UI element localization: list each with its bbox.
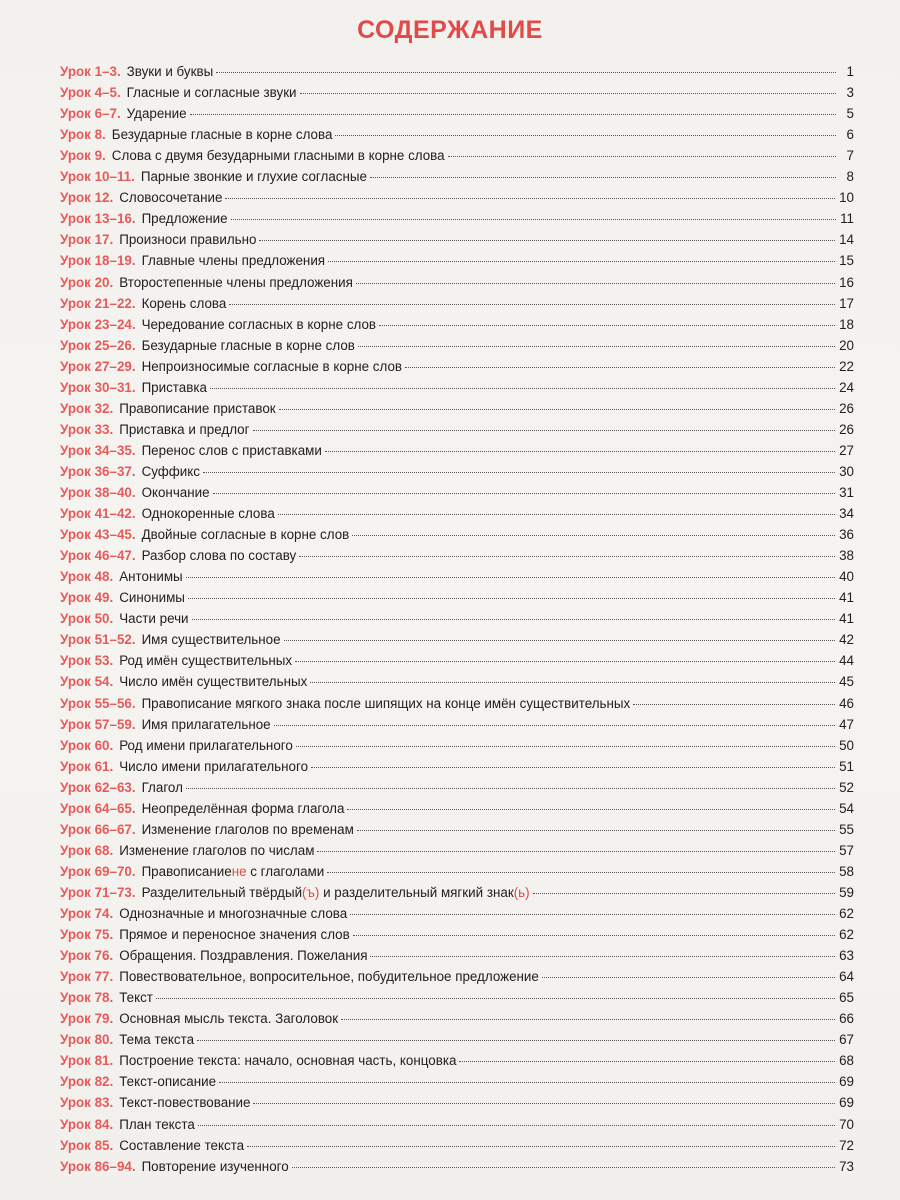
dot-leader [192,619,836,620]
toc-entry [60,967,854,987]
dot-leader [327,872,835,873]
dot-leader [300,93,836,94]
lesson-topic: Второстепенные члены предложения [119,274,353,290]
lesson-number: Урок 74. [60,906,114,921]
lesson-number: Урок 43–45. [60,527,136,543]
dot-leader [219,1082,835,1083]
dot-leader [350,914,835,915]
lesson-topic: Глагол [141,779,183,795]
lesson-number: Урок 71–73. [60,884,136,900]
toc-entry [60,209,854,229]
toc-entry [60,167,854,187]
lesson-topic: Антонимы [119,569,183,585]
page-number: 51 [839,758,854,774]
toc-entry [60,1009,854,1029]
lesson-topic: Изменение глаголов по числам [119,842,315,858]
page-number: 41 [839,611,854,627]
lesson-topic: Предложение [141,211,228,227]
dot-leader [299,556,835,557]
page-number: 59 [839,884,854,900]
page-number: 52 [839,779,854,795]
toc-entry [60,483,854,503]
dot-leader [278,514,835,515]
lesson-number: Урок 38–40. [60,485,136,500]
lesson-number: Урок 54. [60,674,114,690]
lesson-number: Урок 50. [60,611,114,627]
dot-leader [542,977,835,978]
dot-leader [335,135,836,136]
lesson-number: Урок 51–52. [60,632,136,648]
toc-entry [60,841,854,861]
dot-leader [310,682,835,683]
toc-entry [60,757,854,777]
lesson-topic: Неопределённая форма глагола [141,800,345,816]
toc-entry [60,862,854,882]
page-number: 10 [839,190,854,206]
topic-text: Правописание [141,863,232,879]
toc-entry [60,188,854,208]
toc-entry [60,736,854,756]
lesson-number: Урок 84. [60,1116,114,1132]
page-number: 18 [839,316,854,332]
toc-entry [60,146,854,166]
dot-leader [190,114,836,115]
page-number: 3 [846,85,854,101]
dot-leader [357,830,835,831]
lesson-topic: Безударные гласные в корне слов [141,337,355,353]
dot-leader [253,1103,835,1104]
page-number: 26 [839,400,854,416]
lesson-number: Урок 49. [60,590,114,606]
lesson-number: Урок 61. [60,758,114,774]
lesson-number: Урок 9. [60,148,106,164]
page-number: 11 [840,211,854,227]
page-number: 27 [839,442,854,458]
page-number: 45 [839,674,854,690]
dot-leader [328,261,835,262]
toc-entry [60,799,854,819]
lesson-topic: Род имени прилагательного [119,737,293,753]
lesson-number: Урок 68. [60,842,114,858]
page-number: 57 [839,842,854,858]
lesson-number: Урок 33. [60,421,114,437]
lesson-number: Урок 69–70. [60,863,136,879]
dot-leader [379,325,835,326]
page-number: 40 [839,569,854,585]
lesson-number: Урок 81. [60,1053,114,1069]
lesson-topic: План текста [119,1116,195,1132]
lesson-topic: Род имён существительных [119,653,293,669]
lesson-number: Урок 32. [60,400,114,416]
dot-leader [311,767,835,768]
lesson-topic: Текст-повествование [119,1095,251,1111]
lesson-topic: Число имени прилагательного [119,758,309,774]
toc-entry [60,378,854,398]
dot-leader [186,577,835,578]
lesson-topic [142,883,530,903]
page-number: 26 [839,421,854,437]
dot-leader [225,198,835,199]
lesson-topic: Правописание мягкого знака после шипящих на конце имён существительных [141,695,631,711]
toc-entry [60,1030,854,1050]
lesson-number: Урок 25–26. [60,337,136,353]
lesson-number: Урок 83. [60,1095,114,1111]
page-title: СОДЕРЖАНИЕ [357,16,543,44]
page-number: 15 [839,253,854,269]
lesson-topic: Звуки и буквы [126,64,214,79]
lesson-topic: Повествовательное, вопросительное, побудительное предложение [119,969,539,985]
dot-leader [284,640,836,641]
lesson-number: Урок 60. [60,737,114,753]
lesson-number: Урок 20. [60,274,114,290]
topic-text: и разделительный мягкий знак [319,884,514,900]
dot-leader [405,367,835,368]
toc-entry [60,294,854,314]
page-number: 41 [839,590,854,606]
page-number: 65 [839,990,854,1006]
lesson-topic: Тема текста [119,1032,195,1048]
toc-entry [60,125,854,145]
page-number: 67 [839,1032,854,1048]
page-number: 38 [839,548,854,564]
dot-leader [279,409,835,410]
dot-leader [370,177,836,178]
dot-leader [216,72,836,73]
toc-entry [60,83,854,103]
lesson-topic: Имя существительное [141,632,281,648]
toc-entry [60,104,854,124]
toc-entry [60,588,854,608]
lesson-number: Урок 17. [60,232,114,248]
toc-entry [60,630,854,650]
page-number: 54 [839,800,854,816]
lesson-topic: Безударные гласные в корне слова [111,127,333,143]
lesson-topic: Синонимы [119,590,185,606]
toc-entry [60,904,854,924]
toc-entry [60,715,854,735]
lesson-topic: Правописание приставок [119,400,276,416]
toc-entry [60,946,854,966]
lesson-topic: Разбор слова по составу [141,548,297,564]
lesson-number: Урок 8. [60,127,106,143]
lesson-topic: Однокоренные слова [141,506,275,522]
toc-entry [60,1157,854,1177]
lesson-topic: Части речи [119,611,189,627]
lesson-number: Урок 23–24. [60,316,136,332]
toc-entry [60,441,854,461]
dot-leader [533,893,836,894]
page-number: 5 [846,106,854,122]
page-number: 62 [839,906,854,921]
lesson-number: Урок 1–3. [60,64,121,79]
page-number: 62 [839,927,854,943]
page-number: 58 [839,863,854,879]
dot-leader [186,788,835,789]
dot-leader [325,451,835,452]
lesson-topic: Приставка [141,379,207,395]
toc-entry [60,399,854,419]
page-number: 20 [839,337,854,353]
dot-leader [253,430,836,431]
dot-leader [203,472,835,473]
page-number: 63 [839,948,854,964]
toc-entry [60,420,854,440]
lesson-number: Урок 82. [60,1074,114,1090]
toc-entry [60,883,854,903]
dot-leader [370,956,835,957]
toc-entry [60,609,854,629]
lesson-topic: Гласные и согласные звуки [126,85,297,101]
page-number: 16 [839,274,854,290]
lesson-number: Урок 48. [60,569,114,585]
toc-entry [60,925,854,945]
toc-entry [60,546,854,566]
lesson-number: Урок 77. [60,969,114,985]
toc-entry [60,651,854,671]
toc-entry [60,1051,854,1071]
lesson-topic: Непроизносимые согласные в корне слов [141,358,403,374]
lesson-topic: Основная мысль текста. Заголовок [119,1011,339,1027]
topic-highlight: не [231,863,247,879]
lesson-number: Урок 66–67. [60,821,136,837]
page-number: 72 [839,1137,854,1153]
lesson-topic: Построение текста: начало, основная часть, концовка [119,1053,457,1069]
toc-entry [60,694,854,714]
toc-entry [60,251,854,271]
toc-entry [60,357,854,377]
lesson-topic: Однозначные и многозначные слова [119,906,348,921]
lesson-number: Урок 27–29. [60,358,136,374]
lesson-topic: Обращения. Поздравления. Пожелания [119,948,368,964]
toc-entry [60,62,854,82]
lesson-number: Урок 46–47. [60,548,136,564]
page-number: 68 [839,1053,854,1069]
dot-leader [210,388,835,389]
toc-entry [60,1072,854,1092]
dot-leader [356,283,835,284]
page-number: 8 [846,169,854,185]
lesson-topic: Текст-описание [119,1074,217,1090]
page-number: 17 [839,295,854,311]
toc-entry [60,315,854,335]
toc-entry [60,1115,854,1135]
lesson-number: Урок 6–7. [60,106,121,122]
page-number: 69 [839,1095,854,1111]
lesson-topic: Прямое и переносное значения слов [119,927,350,943]
topic-text: с глаголами [246,863,325,879]
dot-leader [188,598,835,599]
lesson-number: Урок 34–35. [60,442,136,458]
lesson-number: Урок 55–56. [60,695,136,711]
topic-text: Разделительный твёрдый [141,884,303,900]
lesson-topic: Имя прилагательное [141,716,271,732]
dot-leader [259,240,835,241]
page-number: 24 [839,379,854,395]
page-number: 66 [839,1011,854,1027]
toc-entry [60,504,854,524]
dot-leader [317,851,835,852]
page-number: 36 [839,527,854,543]
dot-leader [296,746,835,747]
dot-leader [156,998,835,999]
lesson-topic: Двойные согласные в корне слов [141,527,350,543]
lesson-number: Урок 62–63. [60,779,136,795]
lesson-topic: Чередование согласных в корне слов [141,316,377,332]
dot-leader [292,1167,835,1168]
lesson-topic: Ударение [126,106,187,122]
page-number: 14 [839,232,854,248]
lesson-number: Урок 36–37. [60,463,136,479]
page-number: 22 [839,358,854,374]
dot-leader [197,1040,835,1041]
lesson-number: Урок 78. [60,990,114,1006]
dot-leader [352,535,835,536]
lesson-topic: Слова с двумя безударными гласными в корне слова [111,148,445,164]
dot-leader [448,156,836,157]
lesson-number: Урок 85. [60,1137,114,1153]
lesson-topic: Корень слова [141,295,227,311]
lesson-number: Урок 76. [60,948,114,964]
dot-leader [633,704,835,705]
lesson-number: Урок 64–65. [60,800,136,816]
toc-entry [60,1136,854,1156]
dot-leader [341,1019,835,1020]
dot-leader [229,304,835,305]
page-number: 50 [839,737,854,753]
lesson-topic: Словосочетание [119,190,223,206]
toc-entry [60,336,854,356]
lesson-number: Урок 79. [60,1011,114,1027]
dot-leader [353,935,835,936]
page-number: 55 [839,821,854,837]
dot-leader [213,493,836,494]
toc-entry [60,778,854,798]
lesson-topic: Число имён существительных [119,674,308,690]
topic-highlight: (ъ) [302,884,320,900]
toc-entry [60,820,854,840]
page-number: 34 [839,506,854,522]
lesson-number: Урок 21–22. [60,295,136,311]
lesson-topic: Главные члены предложения [141,253,326,269]
toc-entry [60,567,854,587]
lesson-topic: Текст [119,990,153,1006]
dot-leader [198,1125,835,1126]
lesson-topic [142,862,325,882]
lesson-number: Урок 53. [60,653,114,669]
page-number: 46 [839,695,854,711]
dot-leader [295,661,835,662]
lesson-number: Урок 18–19. [60,253,136,269]
lesson-topic: Произноси правильно [119,232,257,248]
page-number: 31 [839,485,854,500]
lesson-number: Урок 13–16. [60,211,136,227]
toc-entry [60,462,854,482]
dot-leader [347,809,835,810]
lesson-number: Урок 30–31. [60,379,136,395]
toc-entry [60,672,854,692]
dot-leader [274,725,835,726]
lesson-topic: Перенос слов с приставками [141,442,322,458]
lesson-topic: Парные звонкие и глухие согласные [140,169,367,185]
page-number: 73 [839,1158,854,1174]
lesson-topic: Повторение изученного [141,1158,289,1174]
page-number: 64 [839,969,854,985]
page-number: 70 [839,1116,854,1132]
lesson-topic: Составление текста [119,1137,245,1153]
lesson-topic: Приставка и предлог [119,421,250,437]
dot-leader [459,1061,835,1062]
lesson-number: Урок 4–5. [60,85,121,101]
dot-leader [247,1146,835,1147]
toc-entry [60,230,854,250]
dot-leader [358,346,835,347]
page-number: 42 [839,632,854,648]
lesson-number: Урок 12. [60,190,114,206]
dot-leader [231,219,836,220]
lesson-topic: Изменение глаголов по временам [141,821,354,837]
page-number: 1 [846,64,854,79]
toc-entry [60,1093,854,1113]
lesson-number: Урок 10–11. [60,169,135,185]
page-number: 30 [839,463,854,479]
page-number: 47 [839,716,854,732]
toc-entry [60,988,854,1008]
lesson-number: Урок 75. [60,927,114,943]
page-number: 6 [846,127,854,143]
lesson-number: Урок 86–94. [60,1158,136,1174]
toc-entry [60,273,854,293]
page-number: 44 [839,653,854,669]
lesson-number: Урок 41–42. [60,506,136,522]
toc-entry [60,525,854,545]
lesson-topic: Окончание [141,485,210,500]
topic-highlight: (ь) [513,884,530,900]
lesson-number: Урок 57–59. [60,716,136,732]
page-number: 7 [846,148,854,164]
lesson-topic: Суффикс [141,463,200,479]
page-number: 69 [839,1074,854,1090]
lesson-number: Урок 80. [60,1032,114,1048]
